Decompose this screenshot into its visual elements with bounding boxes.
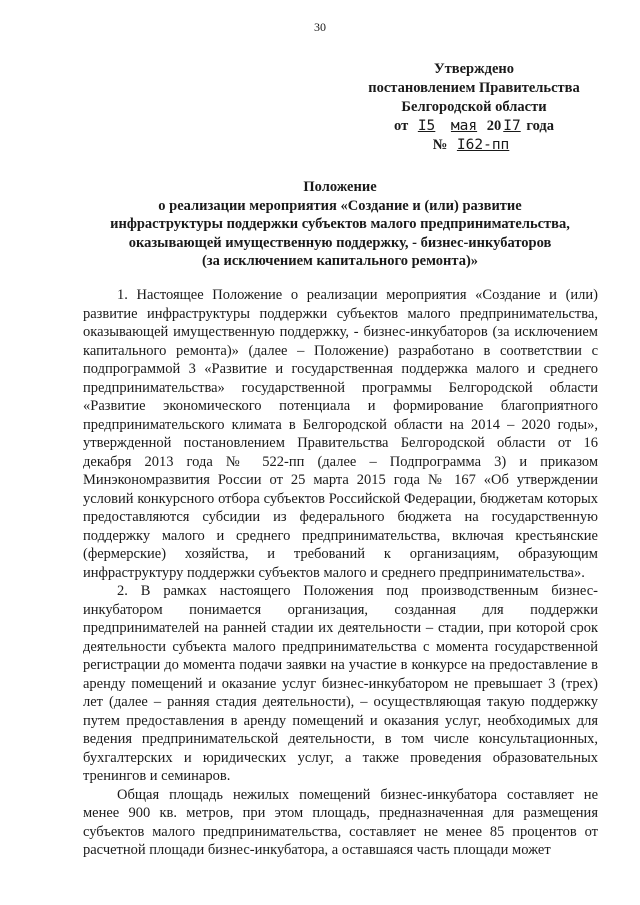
approval-date — [358, 117, 590, 136]
date-suffix: года — [526, 118, 554, 134]
approval-authority: постановлением Правительства — [368, 80, 580, 96]
date-day: I5 — [417, 118, 436, 134]
title-line-4: оказывающей имущественную поддержку, - бизнес-инкубаторов — [128, 234, 552, 251]
approval-block — [358, 60, 590, 155]
approval-number — [358, 136, 590, 155]
approval-heading: Утверждено — [434, 61, 514, 77]
number-value: I62-пп — [456, 137, 510, 153]
date-year-suffix: I7 — [503, 118, 521, 134]
number-prefix: № — [432, 137, 448, 153]
approval-region: Белгородской области — [401, 99, 547, 115]
title-line-5: (за исключением капитального ремонта)» — [201, 253, 479, 269]
paragraph-2: 2. В рамках настоящего Положения под производственным бизнес-инкубатором понимается организация, созданная для поддержки предпринимателей на ранней стадии их деятельности – стадии, при которой срок деятельности субъекта малого предпринимательства с момента государственной регистрации до момента подачи заявки на участие в конкурсе на предоставление в аренду помещений и оказание услуг бизнес-инкубатором не превышает 3 (трех) лет (далее – ранняя стадия деятельности), – осуществляющая такую поддержку путем предоставления в аренду помещений и оказания услуг, необходимых для ведения предпринимательской деятельности, в том числе консультационных, бухгалтерских и юридических услуг, а также проведения образовательных тренингов и семинаров. — [83, 583, 598, 784]
page-number: 30 — [314, 20, 326, 34]
date-month: мая — [450, 118, 478, 134]
date-year-prefix: 20 — [486, 118, 502, 134]
title-line-3: инфраструктуры поддержки субъектов малого предпринимательства, — [110, 216, 570, 232]
date-prefix: от — [394, 118, 409, 134]
document-title — [80, 178, 600, 271]
paragraph-3: Общая площадь нежилых помещений бизнес-инкубатора составляет не менее 900 кв. метров, при этом площадь, предназначенная для размещения субъектов малого предпринимательства, составляет не менее 85 процентов от расчетной площади бизнес-инкубатора, а оставшаяся часть площади может — [83, 786, 598, 858]
document-body — [83, 286, 598, 860]
title-line-1: Положение — [303, 179, 377, 195]
paragraph-1: 1. Настоящее Положение о реализации мероприятия «Создание и (или) развитие инфраструктуры поддержки субъектов малого предпринимательства, оказывающей имущественную поддержку, - бизнес-инкубаторов (за исключением капитального ремонта)» (далее – Положение) разработано в соответствии с подпрограммой 3 «Развитие и государственная поддержка малого и среднего предпринимательства» государственной программы Белгородской области «Развитие экономического потенциала и формирование благоприятного предпринимательского климата в Белгородской области на 2014 – 2020 годы», утвержденной постановлением Правительства Белгородской области от 16 декабря 2013 года № 522-пп (далее – Подпрограмма 3) и приказом Минэкономразвития России от 25 марта 2015 года № 167 «Об утверждении условий конкурсного отбора субъектов Российской Федерации, бюджетам которых предоставляются субсидии из федерального бюджета на государственную поддержку малого и среднего предпринимательства, включая крестьянские (фермерские) хозяйства, и требований к организациям, образующим инфраструктуру поддержки субъектов малого и среднего предпринимательства». — [83, 287, 598, 581]
title-line-2: о реализации мероприятия «Создание и (или) развитие — [158, 197, 522, 214]
